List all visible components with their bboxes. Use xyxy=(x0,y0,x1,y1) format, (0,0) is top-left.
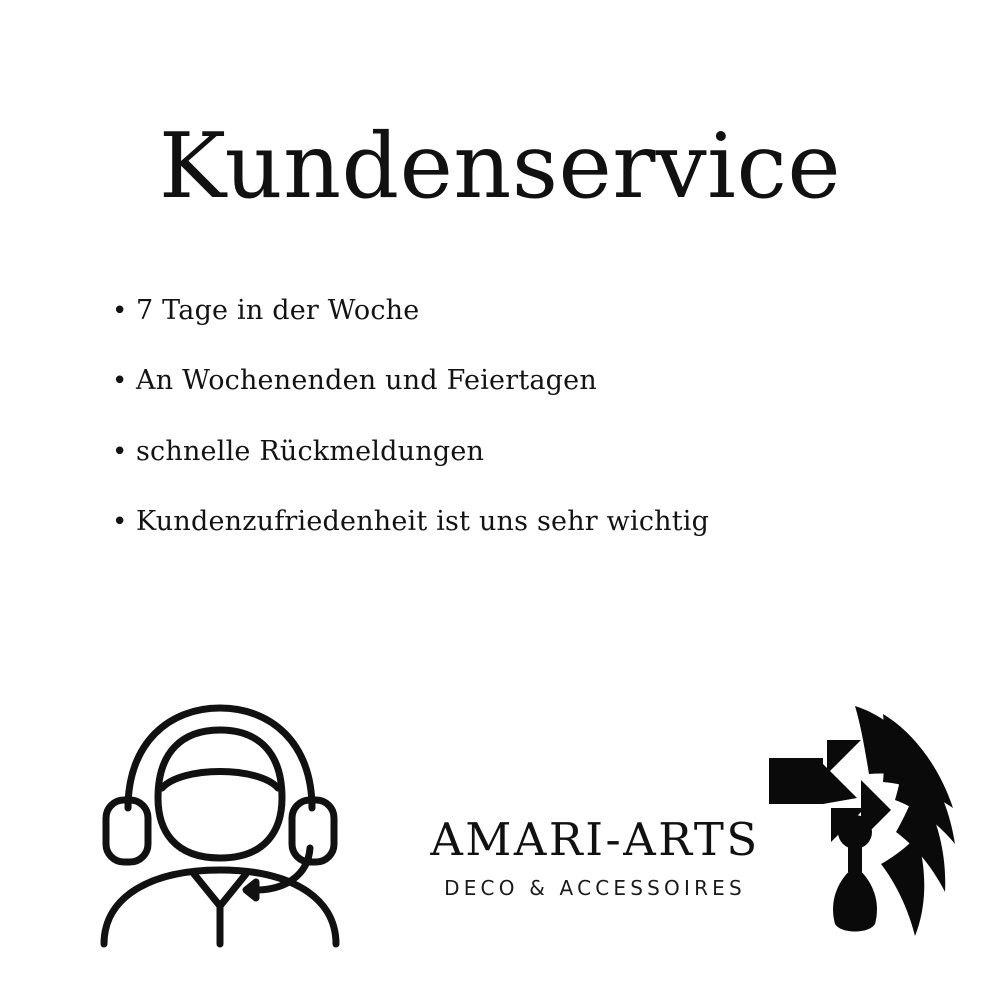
brand-name: AMARI-ARTS xyxy=(430,813,760,866)
bullet-dot-icon: • xyxy=(112,296,128,326)
page-title: Kundenservice xyxy=(158,114,842,219)
footer-row xyxy=(0,670,1000,970)
list-item-label: 7 Tage in der Woche xyxy=(136,295,420,326)
brand-tagline: DECO & ACCESSOIRES xyxy=(444,876,746,900)
list-item-label: Kundenzufriedenheit ist uns sehr wichtig xyxy=(136,506,710,538)
native-headdress-icon xyxy=(705,680,965,940)
list-item xyxy=(112,295,872,327)
list-item xyxy=(112,506,872,538)
bullet-dot-icon: • xyxy=(112,366,128,397)
headset-support-agent-icon xyxy=(70,680,370,950)
list-item-label: schnelle Rückmeldungen xyxy=(136,435,485,467)
list-item-label: An Wochenenden und Feiertagen xyxy=(136,365,597,397)
bullet-dot-icon: • xyxy=(112,436,128,467)
bullet-dot-icon: • xyxy=(112,507,128,538)
list-item xyxy=(112,365,872,397)
list-item xyxy=(112,436,872,468)
feature-list xyxy=(112,295,872,577)
